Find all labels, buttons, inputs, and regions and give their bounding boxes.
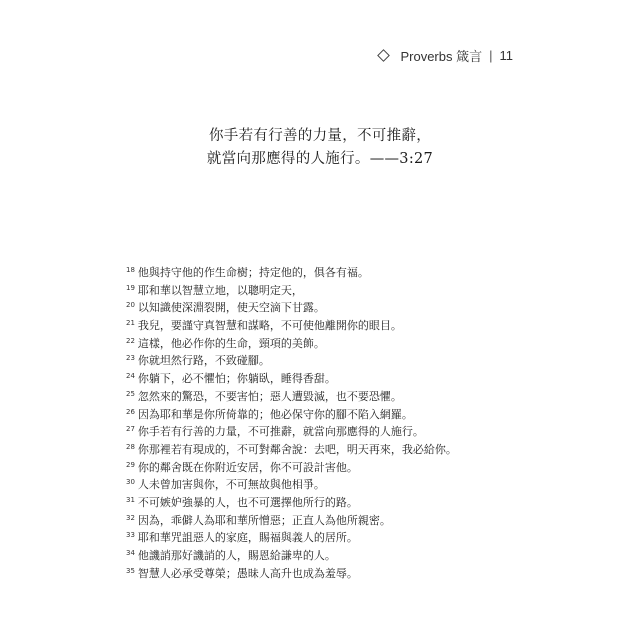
verse-text: 我兒，要謹守真智慧和謀略，不可使他離開你的眼目。 [137,319,402,333]
verse-list [126,262,526,580]
verse-text: 你的鄰舍既在你附近安居，你不可設計害他。 [137,460,358,474]
running-head [377,43,513,67]
verse [126,421,526,439]
verse [126,333,526,351]
verse [126,350,526,368]
diamond-icon [378,49,391,62]
verse [126,386,526,404]
pull-quote-line-2: 就當向那應得的人施行。——3:27 [206,151,434,167]
verse [126,510,526,528]
verse-text: 他與持守他的作生命樹；持定他的，俱各有福。 [137,266,369,279]
verse-text: 你躺下，必不懼怕；你躺臥，睡得香甜。 [137,372,336,386]
verse-text: 人未曾加害與你，不可無故與他相爭。 [137,478,325,492]
verse-number: 21 [126,319,135,328]
verse-number: 19 [126,283,135,292]
verse-number: 24 [126,372,135,381]
verse-text: 你那裡若有現成的，不可對鄰舍說：去吧，明天再來，我必給你。 [137,442,457,456]
verse-number: 30 [126,478,135,487]
verse [126,280,526,298]
verse [126,563,526,581]
verse-text: 以知識使深淵裂開，使天空滴下甘露。 [137,301,325,315]
verse-number: 26 [126,407,135,416]
header-separator: | [489,47,493,63]
verse-text: 因為耶和華是你所倚靠的；他必保守你的腳不陷入網羅。 [137,407,413,421]
pull-quote [0,125,640,171]
verse-text: 智慧人必承受尊榮；愚昧人高升也成為羞辱。 [137,566,358,580]
verse-number: 23 [126,354,135,363]
verse-text: 他譏誚那好譏誚的人，賜恩給謙卑的人。 [137,549,336,562]
verse-number: 18 [126,266,135,274]
verse [126,527,526,545]
book-title: Proverbs 箴言 [400,48,483,64]
verse [126,368,526,386]
verse-text: 耶和華以智慧立地，以聰明定天， [137,283,303,297]
verse-number: 27 [126,425,135,434]
verse [126,492,526,510]
verse-number: 31 [126,495,135,504]
verse-text: 這樣，他必作你的生命，頸項的美飾。 [137,336,325,350]
verse [126,457,526,475]
verse-number: 29 [126,460,135,469]
page-number: 11 [499,47,513,63]
pull-quote-line-1: 你手若有行善的力量，不可推辭， [209,128,431,144]
verse-number: 35 [126,566,135,575]
verse [126,474,526,492]
verse-number: 25 [126,389,135,398]
verse-number: 33 [126,531,135,540]
verse [126,297,526,315]
verse [126,262,526,280]
verse [126,545,526,563]
verse-number: 28 [126,442,135,451]
verse-number: 22 [126,336,135,345]
verse [126,439,526,457]
verse-text: 不可嫉妒強暴的人，也不可選擇他所行的路。 [137,495,358,509]
verse-text: 忽然來的驚恐，不要害怕；惡人遭毀滅，也不要恐懼。 [137,389,402,403]
verse-text: 你就坦然行路，不致碰腳。 [137,354,270,368]
verse-text: 耶和華咒詛惡人的家庭，賜福與義人的居所。 [137,531,358,545]
verse-number: 20 [126,301,135,310]
verse-text: 因為，乖僻人為耶和華所憎惡；正直人為他所親密。 [137,513,391,527]
verse-number: 34 [126,549,135,557]
verse [126,315,526,333]
verse-text: 你手若有行善的力量，不可推辭，就當向那應得的人施行。 [137,425,424,439]
verse-number: 32 [126,513,135,522]
verse [126,404,526,422]
